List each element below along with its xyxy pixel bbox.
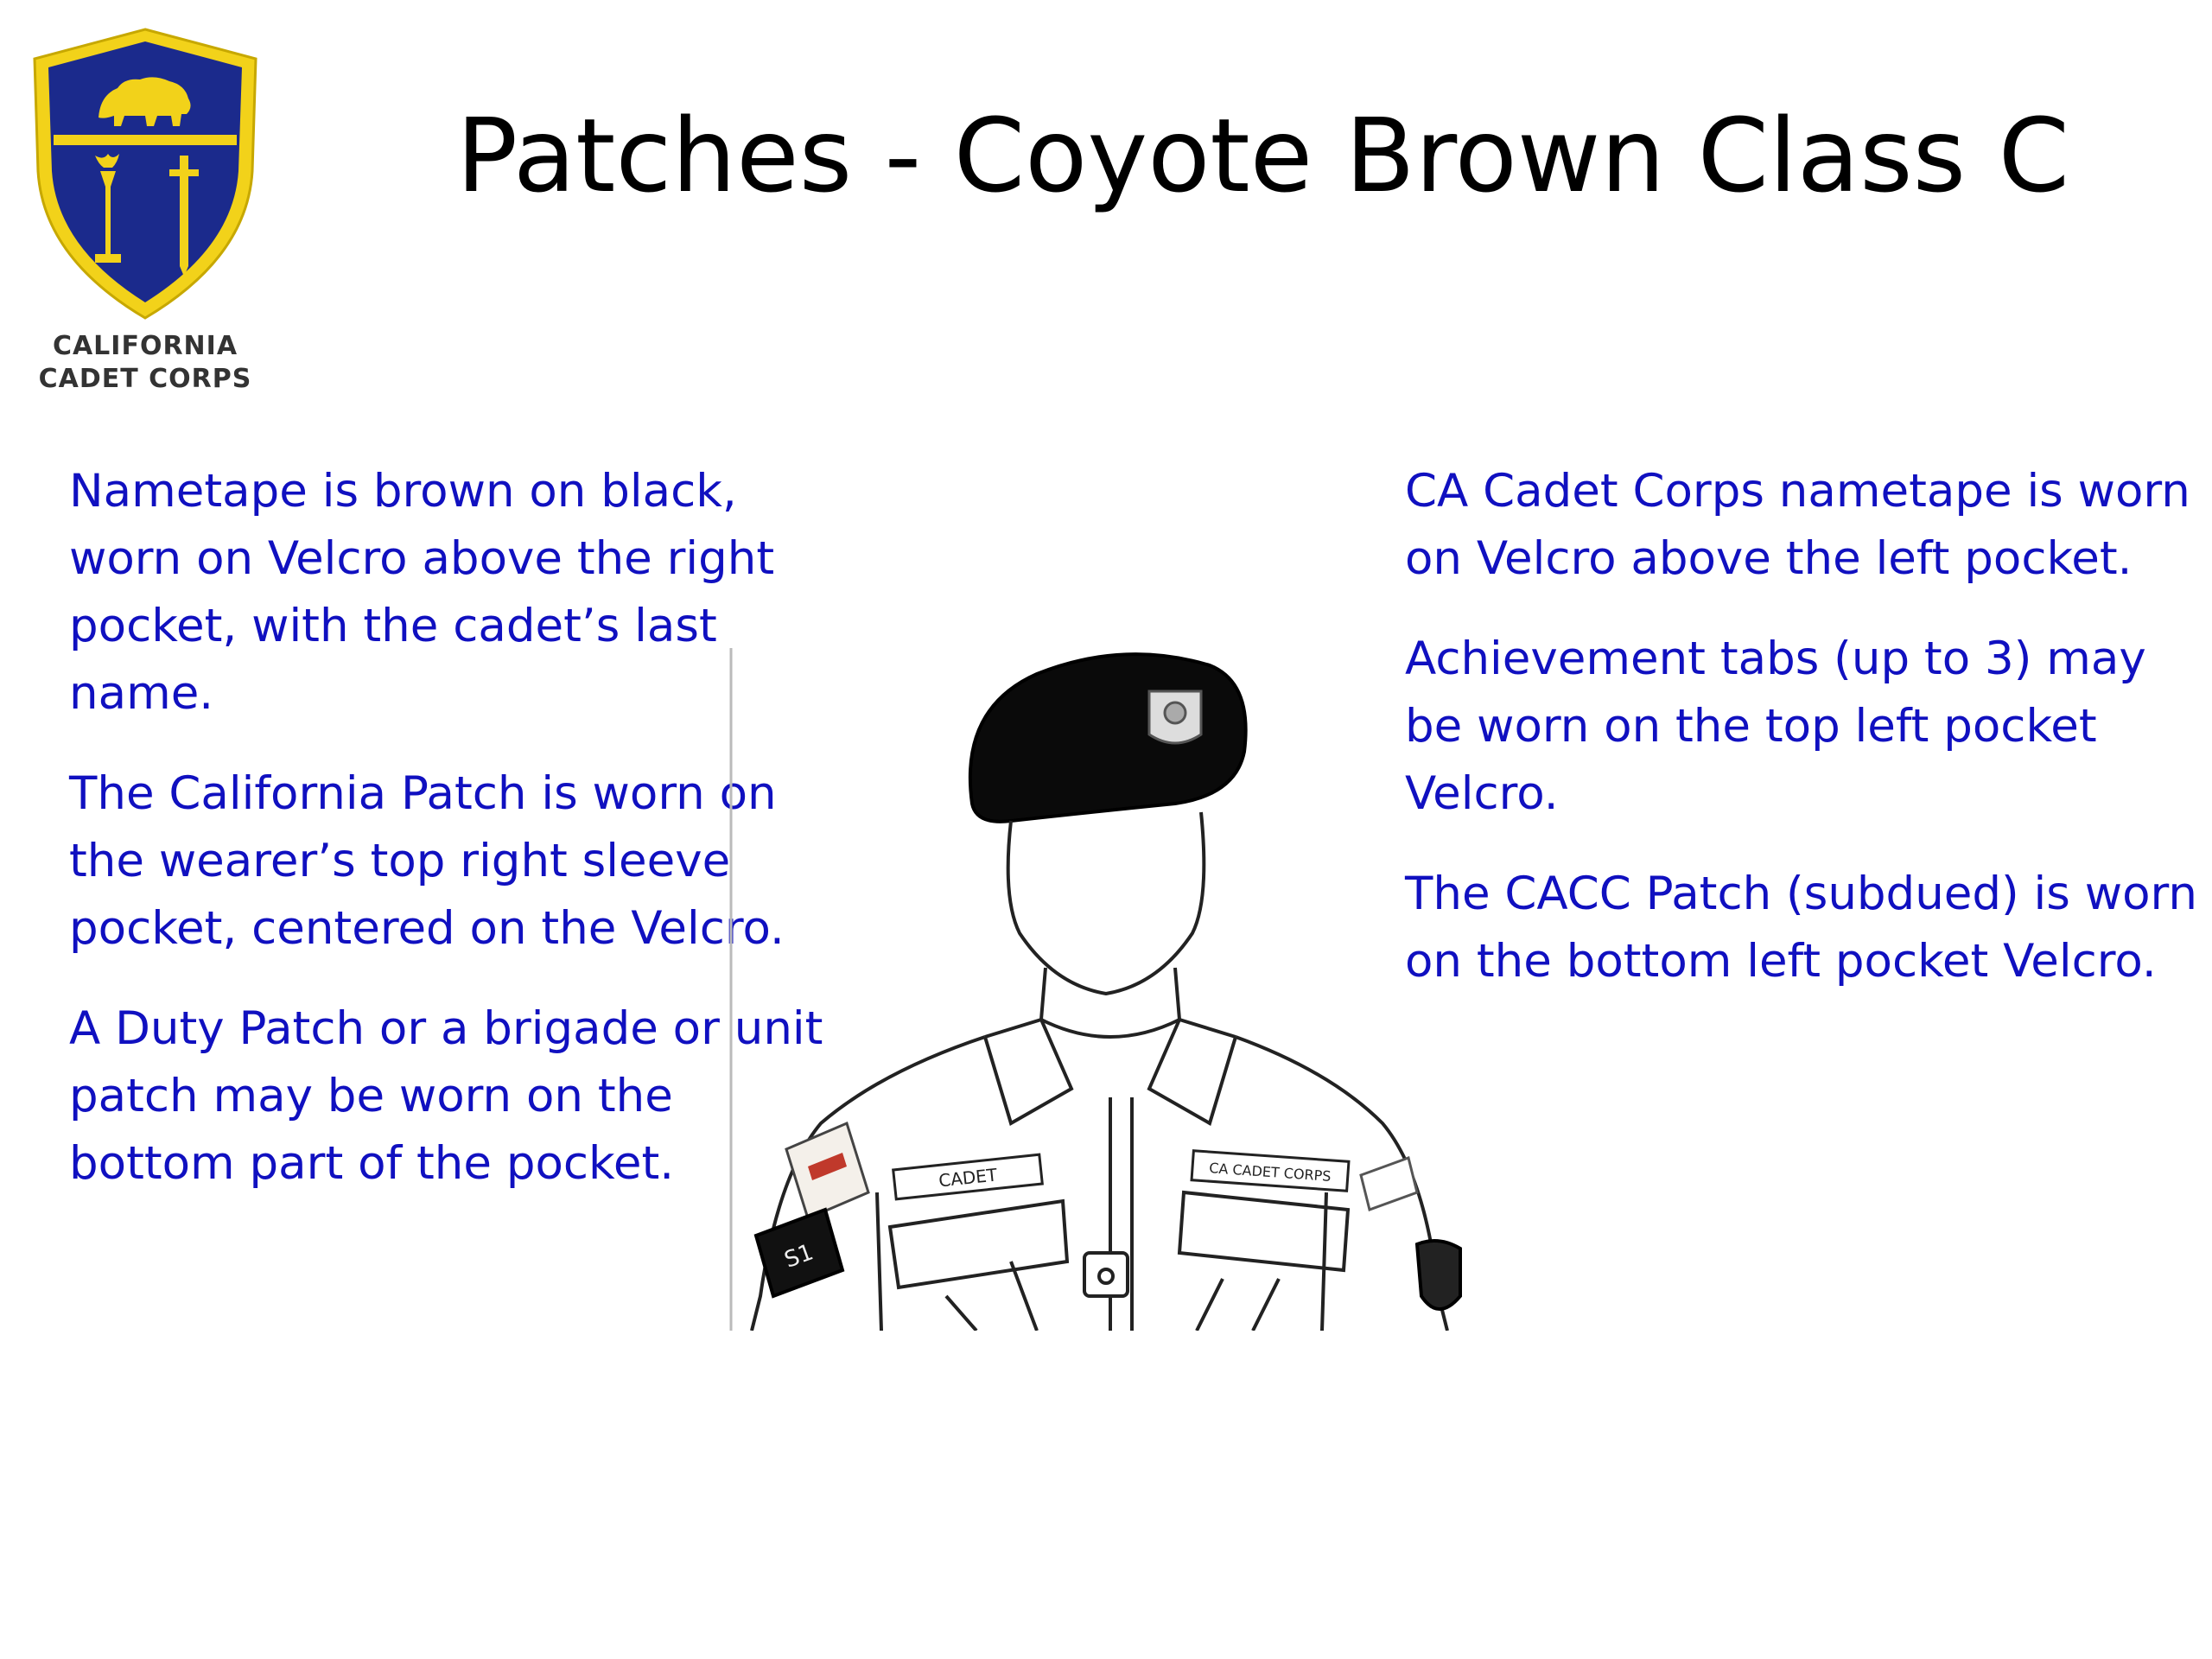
duty-patch-paragraph: A Duty Patch or a brigade or unit patch may be worn on the bottom part of the pocket. bbox=[69, 1002, 823, 1190]
cacc-nametape-paragraph: CA Cadet Corps nametape is worn on Velcro above the left pocket. bbox=[1405, 465, 2190, 585]
nametape-left-label: CA CADET CORPS bbox=[1208, 1160, 1332, 1185]
nametape-paragraph: Nametape is brown on black, worn on Velcro above the right pocket, with the cadet’s last name. bbox=[69, 465, 775, 720]
nametape-right-label: CADET bbox=[938, 1164, 999, 1192]
california-cadet-corps-logo bbox=[24, 24, 266, 394]
california-patch-paragraph: The California Patch is worn on the wearer’s top right sleeve pocket, centered on the Velcro. bbox=[69, 767, 785, 955]
logo-line-2: CADET CORPS bbox=[38, 364, 252, 394]
cacc-patch-paragraph: The CACC Patch (subdued) is worn on the bottom left pocket Velcro. bbox=[1405, 868, 2197, 988]
achievement-tabs-paragraph: Achievement tabs (up to 3) may be worn on the top left pocket Velcro. bbox=[1405, 632, 2146, 820]
slide-title: Patches - Coyote Brown Class C bbox=[456, 96, 2069, 215]
cadet-corps-shield-icon bbox=[24, 24, 266, 327]
logo-line-1: CALIFORNIA bbox=[52, 331, 238, 361]
uniform-figure bbox=[726, 639, 1469, 1331]
right-text-column bbox=[1405, 458, 2200, 1028]
duty-patch-label: S1 bbox=[781, 1239, 817, 1274]
cadet-uniform-illustration-icon bbox=[726, 639, 1469, 1331]
